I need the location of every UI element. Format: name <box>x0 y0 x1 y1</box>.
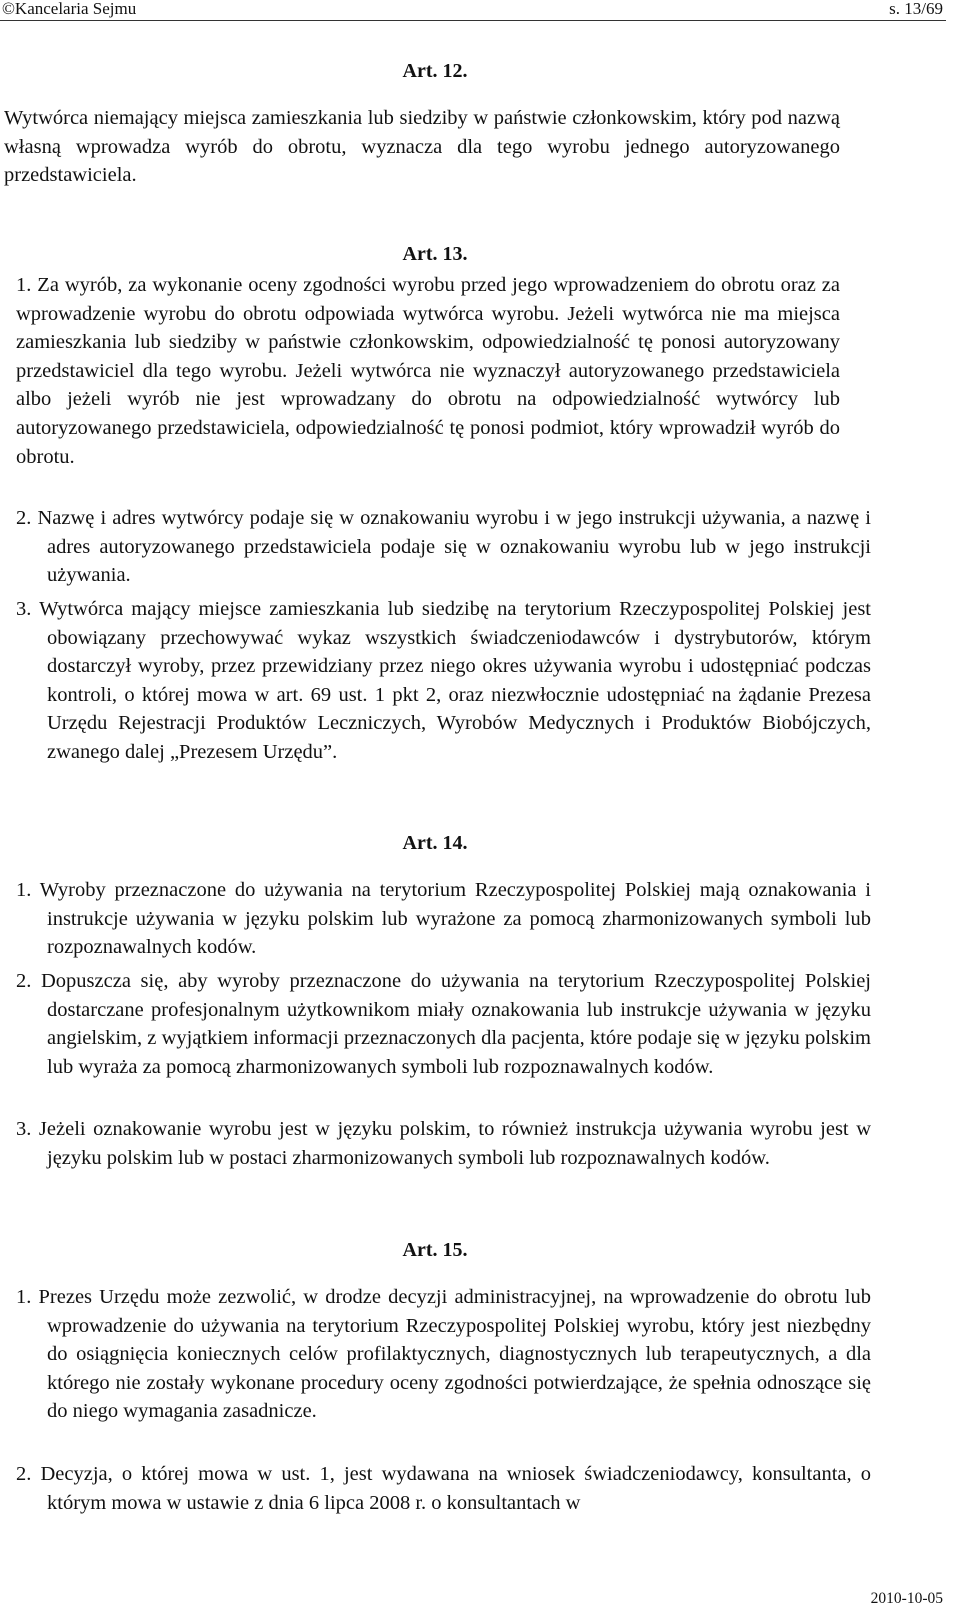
publisher-label: ©Kancelaria Sejmu <box>2 0 137 18</box>
article-14-paragraph-2: 2. Dopuszcza się, aby wyroby przeznaczone do używania na terytorium Rzeczypospolitej Polskiej dostarczane profesjonalnym użytkownikom miały oznakowania lub instrukcje używania w języku angielskim, z wyjątkiem informacji przeznaczonych dla pacjenta, które podaje się w języku polskim lub wyraża za pomocą zharmonizowanych symboli lub rozpoznawalnych kodów. <box>16 970 871 1078</box>
page-number: s. 13/69 <box>889 0 943 18</box>
article-15-title: Art. 15. <box>402 1239 468 1261</box>
article-15-paragraph-2: 2. Decyzja, o której mowa w ust. 1, jest wydawana na wniosek świadczeniodawcy, konsultanta, o którym mowa w ustawie z dnia 6 lipca 2008 r. o konsultantach w <box>16 1463 871 1514</box>
article-15-paragraph-1: 1. Prezes Urzędu może zezwolić, w drodze decyzji administracyjnej, na wprowadzenie do obrotu lub wprowadzenie do używania na terytorium Rzeczypospolitej Polskiej wyrobu, który jest niezbędny do osiągnięcia koniecznych celów profilaktycznych, diagnostycznych lub terapeutycznych, a dla którego nie zostały wykonane procedury oceny zgodności potwierdzające, że spełnia odnoszące się do niego wymagania zasadnicze. <box>16 1286 871 1423</box>
article-14-paragraph-1: 1. Wyroby przeznaczone do używania na terytorium Rzeczypospolitej Polskiej mają oznakowania i instrukcje używania w języku polskim lub wyrażone za pomocą zharmonizowanych symboli lub rozpoznawalnych kodów. <box>16 879 871 959</box>
article-12-title: Art. 12. <box>402 60 468 82</box>
article-14-title: Art. 14. <box>402 832 468 854</box>
article-13-paragraph-3: 3. Wytwórca mający miejsce zamieszkania lub siedzibę na terytorium Rzeczypospolitej Polskiej jest obowiązany przechowywać wykaz wszystkich świadczeniodawców i dystrybutorów, którym dostarczył wyroby, przez przewidziany przez niego okres używania wyrobu i udostępniać podczas kontroli, o której mowa w art. 69 ust. 1 pkt 2, oraz niezwłocznie udostępniać na żądanie Prezesa Urzędu Rejestracji Produktów Leczniczych, Wyrobów Medycznych i Produktów Biobójczych, zwanego dalej „Prezesem Urzędu”. <box>16 598 871 763</box>
header-divider <box>0 20 946 21</box>
article-12-paragraph: Wytwórca niemający miejsca zamieszkania lub siedziby w państwie członkowskim, który pod nazwą własną wprowadza wyrób do obrotu, wyznacza dla tego wyrobu jednego autoryzowanego przedstawiciela. <box>4 107 840 187</box>
article-13-paragraph-2: 2. Nazwę i adres wytwórcy podaje się w oznakowaniu wyrobu i w jego instrukcji używania, a nazwę i adres autoryzowanego przedstawiciela podaje się w oznakowaniu wyrobu lub w jego instrukcji używania. <box>16 507 871 587</box>
article-14-paragraph-3: 3. Jeżeli oznakowanie wyrobu jest w języku polskim, to również instrukcja używania wyrobu jest w języku polskim lub w postaci zharmonizowanych symboli lub rozpoznawalnych kodów. <box>16 1118 871 1169</box>
document-date: 2010-10-05 <box>870 1590 943 1607</box>
page-header <box>0 0 960 20</box>
article-13-title: Art. 13. <box>402 243 468 265</box>
article-13-paragraph-1: 1. Za wyrób, za wykonanie oceny zgodności wyrobu przed jego wprowadzeniem do obrotu oraz za wprowadzenie wyrobu do obrotu odpowiada wytwórca wyrobu. Jeżeli wytwórca nie ma miejsca zamieszkania lub siedziby w państwie członkowskim, odpowiedzialność tę ponosi autoryzowany przedstawiciel dla tego wyrobu. Jeżeli wytwórca nie wyznaczył autoryzowanego przedstawiciela albo jeżeli wyrób nie jest wprowadzany do obrotu na odpowiedzialność wytwórcy lub autoryzowanego przedstawiciela, odpowiedzialność tę ponosi podmiot, który wprowadził wyrób do obrotu. <box>16 274 840 468</box>
